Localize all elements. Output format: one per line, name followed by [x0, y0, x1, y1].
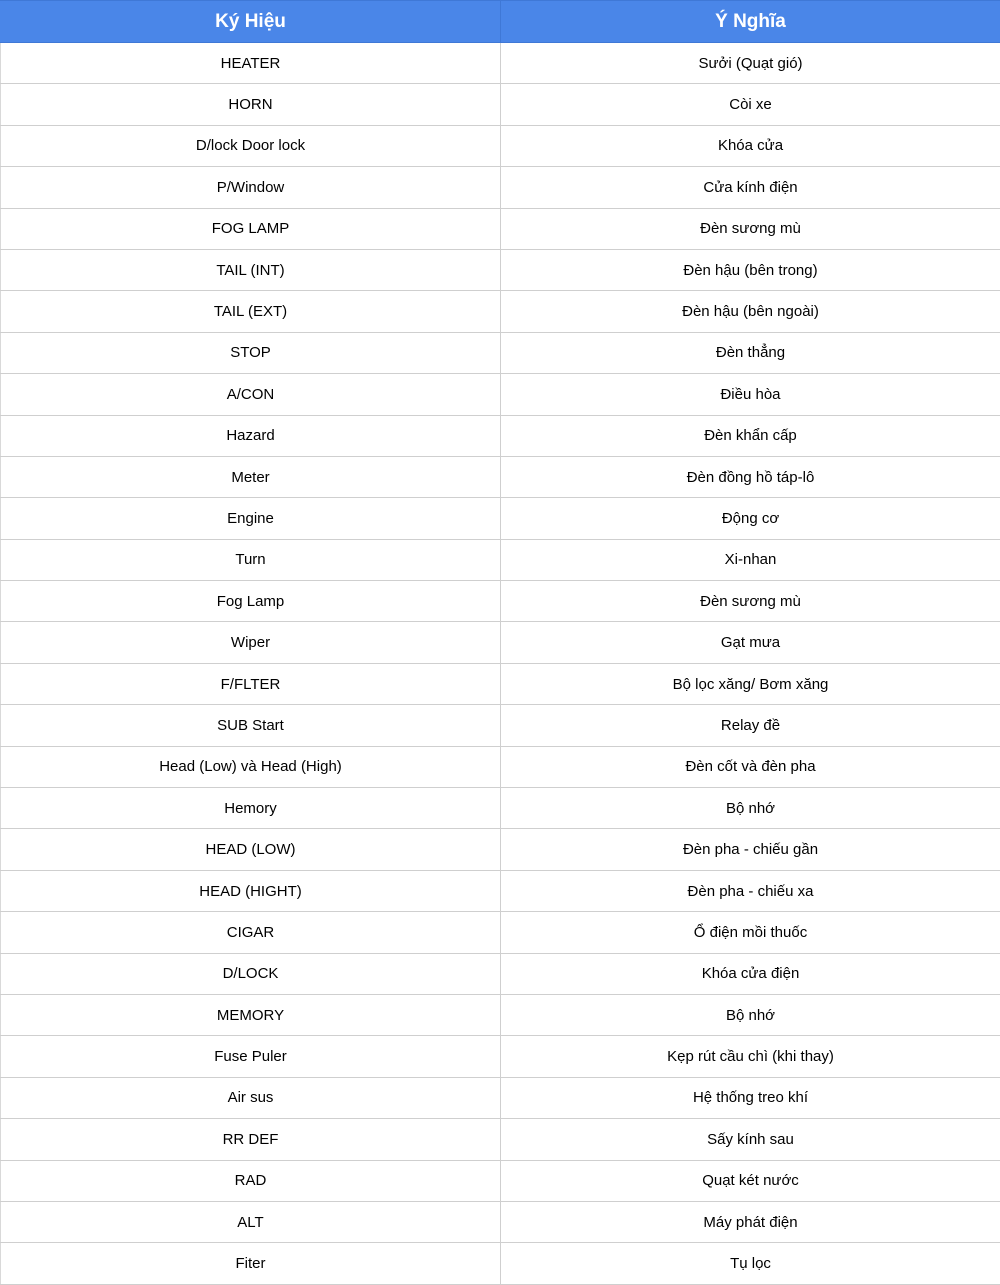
- meaning-cell: Xi-nhan: [501, 539, 1000, 580]
- meaning-cell: Đèn cốt và đèn pha: [501, 746, 1000, 787]
- symbol-cell: FOG LAMP: [1, 208, 501, 249]
- table-row: [1, 332, 1000, 373]
- meaning-cell: Đèn hậu (bên trong): [501, 249, 1000, 290]
- symbol-cell: D/lock Door lock: [1, 125, 501, 166]
- table-row: [1, 498, 1000, 539]
- meaning-cell: Cửa kính điện: [501, 167, 1000, 208]
- table-row: [1, 539, 1000, 580]
- table-row: [1, 1119, 1000, 1160]
- table-row: [1, 374, 1000, 415]
- symbol-cell: ALT: [1, 1201, 501, 1242]
- meaning-cell: Bộ lọc xăng/ Bơm xăng: [501, 663, 1000, 704]
- symbol-cell: STOP: [1, 332, 501, 373]
- meaning-cell: Động cơ: [501, 498, 1000, 539]
- table-row: [1, 1160, 1000, 1201]
- symbol-cell: Wiper: [1, 622, 501, 663]
- table-row: [1, 829, 1000, 870]
- table-header: [1, 1, 1000, 43]
- symbol-cell: Fuse Puler: [1, 1036, 501, 1077]
- table-row: [1, 249, 1000, 290]
- header-symbol: Ký Hiệu: [1, 1, 501, 43]
- meaning-cell: Ổ điện mồi thuốc: [501, 912, 1000, 953]
- meaning-cell: Khóa cửa: [501, 125, 1000, 166]
- symbol-cell: MEMORY: [1, 994, 501, 1035]
- table-row: [1, 581, 1000, 622]
- table-row: [1, 663, 1000, 704]
- meaning-cell: Còi xe: [501, 84, 1000, 125]
- table-row: [1, 788, 1000, 829]
- symbol-cell: HORN: [1, 84, 501, 125]
- symbol-cell: RR DEF: [1, 1119, 501, 1160]
- symbol-cell: CIGAR: [1, 912, 501, 953]
- table-row: [1, 43, 1000, 84]
- table-row: [1, 125, 1000, 166]
- symbol-cell: P/Window: [1, 167, 501, 208]
- table-row: [1, 1036, 1000, 1077]
- table-row: [1, 1077, 1000, 1118]
- table-row: [1, 208, 1000, 249]
- meaning-cell: Đèn đồng hồ táp-lô: [501, 456, 1000, 497]
- meaning-cell: Relay đề: [501, 705, 1000, 746]
- meaning-cell: Bộ nhớ: [501, 994, 1000, 1035]
- meaning-cell: Đèn pha - chiếu xa: [501, 870, 1000, 911]
- symbol-cell: D/LOCK: [1, 953, 501, 994]
- meaning-cell: Đèn khẩn cấp: [501, 415, 1000, 456]
- table-row: [1, 746, 1000, 787]
- meaning-cell: Tụ lọc: [501, 1243, 1000, 1284]
- table-row: [1, 167, 1000, 208]
- meaning-cell: Kẹp rút cầu chì (khi thay): [501, 1036, 1000, 1077]
- meaning-cell: Quạt két nước: [501, 1160, 1000, 1201]
- symbol-cell: HEATER: [1, 43, 501, 84]
- symbol-cell: Hemory: [1, 788, 501, 829]
- meaning-cell: Đèn pha - chiếu gần: [501, 829, 1000, 870]
- table-row: [1, 870, 1000, 911]
- table-row: [1, 912, 1000, 953]
- table-row: [1, 705, 1000, 746]
- header-row: [1, 1, 1000, 43]
- symbol-cell: Fiter: [1, 1243, 501, 1284]
- symbol-cell: Hazard: [1, 415, 501, 456]
- symbol-cell: RAD: [1, 1160, 501, 1201]
- symbol-cell: F/FLTER: [1, 663, 501, 704]
- meaning-cell: Đèn sương mù: [501, 581, 1000, 622]
- symbol-cell: Head (Low) và Head (High): [1, 746, 501, 787]
- meaning-cell: Sưởi (Quạt gió): [501, 43, 1000, 84]
- table-row: [1, 456, 1000, 497]
- table-row: [1, 84, 1000, 125]
- symbol-cell: HEAD (HIGHT): [1, 870, 501, 911]
- symbol-cell: Turn: [1, 539, 501, 580]
- meaning-cell: Điều hòa: [501, 374, 1000, 415]
- meaning-cell: Sấy kính sau: [501, 1119, 1000, 1160]
- symbol-cell: TAIL (EXT): [1, 291, 501, 332]
- table-row: [1, 994, 1000, 1035]
- symbol-cell: Engine: [1, 498, 501, 539]
- meaning-cell: Khóa cửa điện: [501, 953, 1000, 994]
- symbol-cell: A/CON: [1, 374, 501, 415]
- header-meaning: Ý Nghĩa: [501, 1, 1000, 43]
- meaning-cell: Gạt mưa: [501, 622, 1000, 663]
- table-row: [1, 291, 1000, 332]
- table-row: [1, 1243, 1000, 1284]
- meaning-cell: Đèn hậu (bên ngoài): [501, 291, 1000, 332]
- table-row: [1, 415, 1000, 456]
- table-body: [1, 43, 1000, 1285]
- meaning-cell: Hệ thống treo khí: [501, 1077, 1000, 1118]
- symbol-cell: HEAD (LOW): [1, 829, 501, 870]
- table-row: [1, 1201, 1000, 1242]
- table-row: [1, 953, 1000, 994]
- symbol-cell: Meter: [1, 456, 501, 497]
- meaning-cell: Đèn thẳng: [501, 332, 1000, 373]
- symbol-cell: SUB Start: [1, 705, 501, 746]
- symbol-cell: TAIL (INT): [1, 249, 501, 290]
- meaning-cell: Máy phát điện: [501, 1201, 1000, 1242]
- table-row: [1, 622, 1000, 663]
- symbol-cell: Air sus: [1, 1077, 501, 1118]
- meaning-cell: Bộ nhớ: [501, 788, 1000, 829]
- symbol-cell: Fog Lamp: [1, 581, 501, 622]
- meaning-cell: Đèn sương mù: [501, 208, 1000, 249]
